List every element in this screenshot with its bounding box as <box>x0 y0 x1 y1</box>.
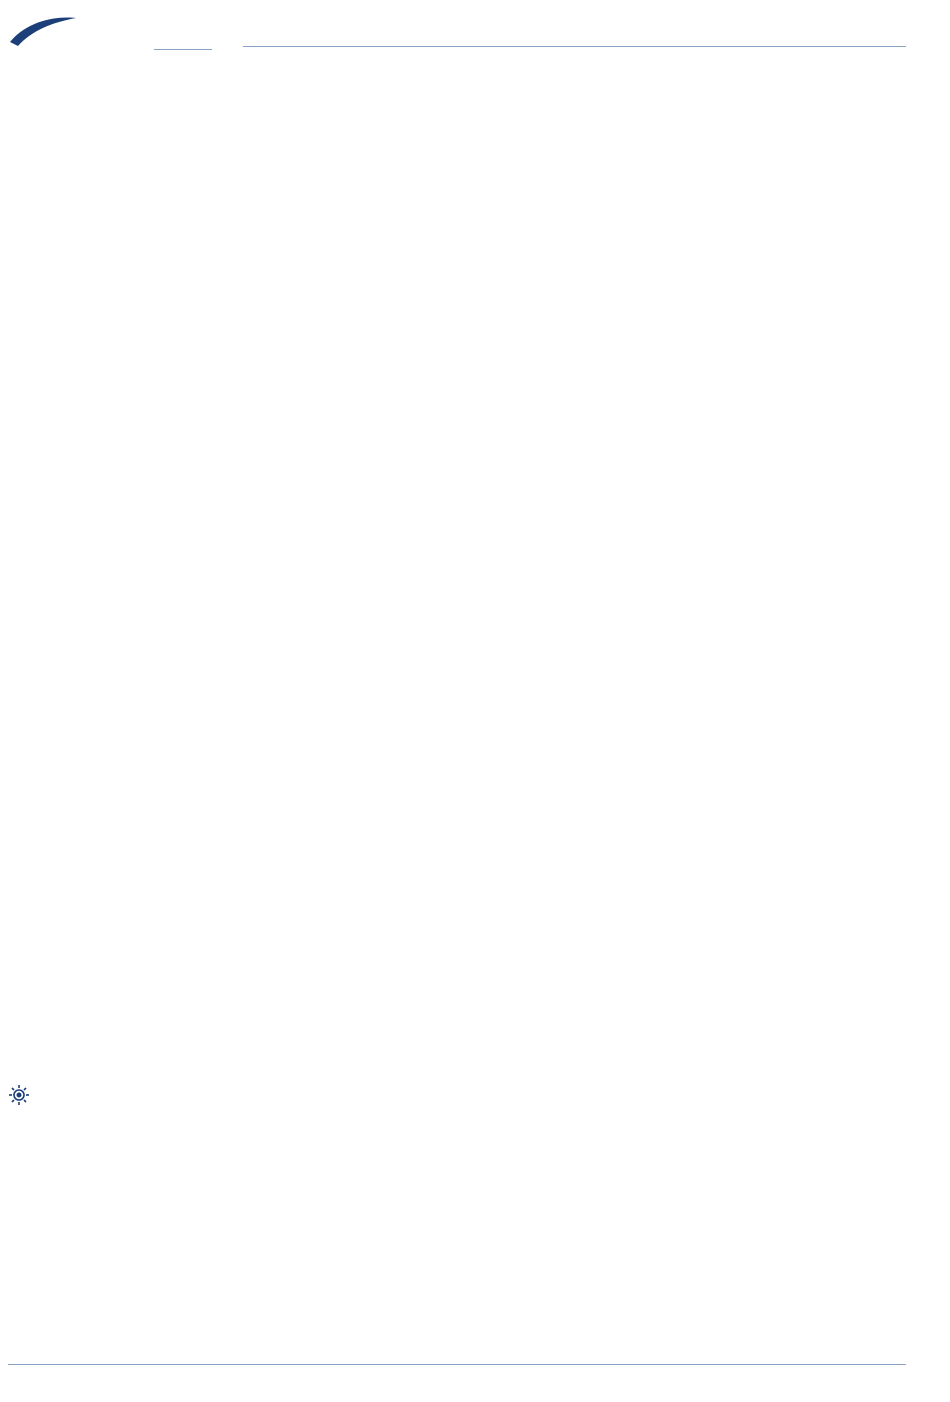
tip-lightbulb-icon <box>8 1084 30 1106</box>
strong-logo <box>8 4 208 64</box>
tip-note <box>8 1082 30 1111</box>
header-rule <box>243 46 906 47</box>
logo-underline <box>154 49 212 50</box>
logo-swoosh-icon <box>8 12 78 52</box>
footer-rule <box>8 1364 906 1365</box>
